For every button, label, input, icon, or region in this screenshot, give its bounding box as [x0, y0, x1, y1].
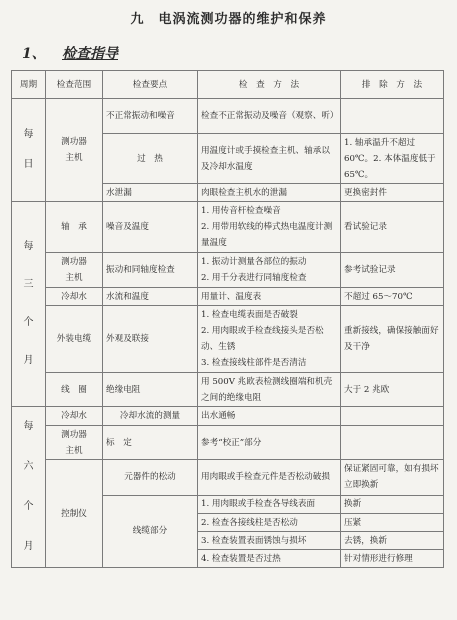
- remedy-cell: [341, 99, 444, 134]
- point-cell: 冷却水流的测量: [103, 407, 198, 426]
- method-cell: 1. 用肉眼或手检查各导线表面: [198, 495, 341, 514]
- period-char: 月: [23, 355, 34, 366]
- remedy-cell: 不超过 65～70℃: [341, 288, 444, 306]
- method-cell: 4. 检查装置是否过热: [198, 550, 341, 568]
- table-row: [12, 373, 444, 407]
- header-remedy: 排 除 方 法: [341, 71, 444, 99]
- remedy-cell: 压紧: [341, 514, 444, 532]
- period-quarterly: [12, 202, 46, 407]
- section-number: 1、: [22, 46, 46, 62]
- scope-cell: 外装电缆: [46, 306, 103, 373]
- period-char: 六: [23, 461, 34, 472]
- period-semiannual: [12, 407, 46, 568]
- point-cell: 振动和同轴度检查: [103, 253, 198, 288]
- remedy-cell: 去锈，换新: [341, 532, 444, 550]
- method-cell: 3. 检查装置表面锈蚀与损坏: [198, 532, 341, 550]
- period-char: 每: [23, 421, 34, 432]
- point-cell: 标 定: [103, 426, 198, 460]
- remedy-cell: 看试验记录: [341, 202, 444, 253]
- point-cell: 噪音及温度: [103, 202, 198, 253]
- table-row: [12, 407, 444, 426]
- point-cell: 外观及联接: [103, 306, 198, 373]
- scope-cell: 冷却水: [46, 407, 103, 426]
- period-daily: [12, 99, 46, 202]
- period-char: 月: [23, 541, 34, 552]
- period-char: 日: [23, 159, 34, 170]
- point-cell: 过 热: [103, 134, 198, 184]
- remedy-cell: 1. 轴承温升不超过 60℃。2. 本体温度低于 65℃。: [341, 134, 444, 184]
- method-cell: 1. 振动计测量各部位的振动 2. 用千分表进行同轴度检查: [198, 253, 341, 288]
- period-char: 每: [23, 129, 34, 140]
- scope-cell: 冷却水: [46, 288, 103, 306]
- remedy-cell: 更换密封件: [341, 184, 444, 202]
- method-cell: 1. 检查电缆表面是否破裂 2. 用肉眼或手检查线接头是否松动、生锈 3. 检查接线柱部件是否清洁: [198, 306, 341, 373]
- remedy-cell: 换新: [341, 495, 444, 514]
- point-cell: 元器件的松动: [103, 460, 198, 496]
- header-scope: 检查范围: [46, 71, 103, 99]
- remedy-cell: 针对情形进行修理: [341, 550, 444, 568]
- remedy-cell: 保证紧固可靠，如有损坏立即换新: [341, 460, 444, 496]
- method-cell: 用肉眼或手检查元件是否松动破损: [198, 460, 341, 496]
- period-char: 个: [23, 317, 34, 328]
- period-char: 每: [23, 241, 34, 252]
- method-cell: 肉眼检查主机水的泄漏: [198, 184, 341, 202]
- point-cell: 不正常振动和噪音: [103, 99, 198, 134]
- period-char: 三: [23, 279, 34, 290]
- remedy-cell: 重新接线，确保接触面好及干净: [341, 306, 444, 373]
- method-cell: 2. 检查各接线柱是否松动: [198, 514, 341, 532]
- table-row: [12, 253, 444, 288]
- section-heading: [22, 43, 118, 63]
- method-cell: 用温度计或手摸检查主机、轴承以及冷却水温度: [198, 134, 341, 184]
- section-label: 检查指导: [62, 46, 118, 62]
- point-cell: 水泄漏: [103, 184, 198, 202]
- point-cell: 绝缘电阻: [103, 373, 198, 407]
- method-cell: 检查不正常振动及噪音（观察、听）: [198, 99, 341, 134]
- scope-cell: 控制仪: [46, 460, 103, 568]
- remedy-cell: 大于 2 兆欧: [341, 373, 444, 407]
- table-row: [12, 99, 444, 134]
- method-cell: 用量计、温度表: [198, 288, 341, 306]
- header-row: [12, 71, 444, 99]
- scope-cell: 测功器 主机: [46, 253, 103, 288]
- header-method: 检 查 方 法: [198, 71, 341, 99]
- method-cell: 参考“校正”部分: [198, 426, 341, 460]
- remedy-cell: [341, 407, 444, 426]
- header-period: 周期: [12, 71, 46, 99]
- header-points: 检查要点: [103, 71, 198, 99]
- period-char: 个: [23, 501, 34, 512]
- remedy-cell: 参考试验记录: [341, 253, 444, 288]
- table-row: [12, 288, 444, 306]
- method-cell: 1. 用传音杆检查噪音 2. 用带用软线的棒式热电温度计测量温度: [198, 202, 341, 253]
- table-row: [12, 426, 444, 460]
- scope-cell: 轴 承: [46, 202, 103, 253]
- point-cell: 线缆部分: [103, 495, 198, 568]
- method-cell: 用 500V 兆欧表检测线圈端和机壳之间的绝缘电阻: [198, 373, 341, 407]
- scope-cell: 测功器 主机: [46, 426, 103, 460]
- table-row: [12, 306, 444, 373]
- table-row: [12, 460, 444, 496]
- remedy-cell: [341, 426, 444, 460]
- page-title: 九 电涡流测功器的维护和保养: [130, 12, 327, 27]
- method-cell: 出水通畅: [198, 407, 341, 426]
- scope-cell: 线 圈: [46, 373, 103, 407]
- point-cell: 水流和温度: [103, 288, 198, 306]
- table-row: [12, 202, 444, 253]
- inspection-table: [11, 70, 444, 568]
- scope-cell: 测功器 主机: [46, 99, 103, 202]
